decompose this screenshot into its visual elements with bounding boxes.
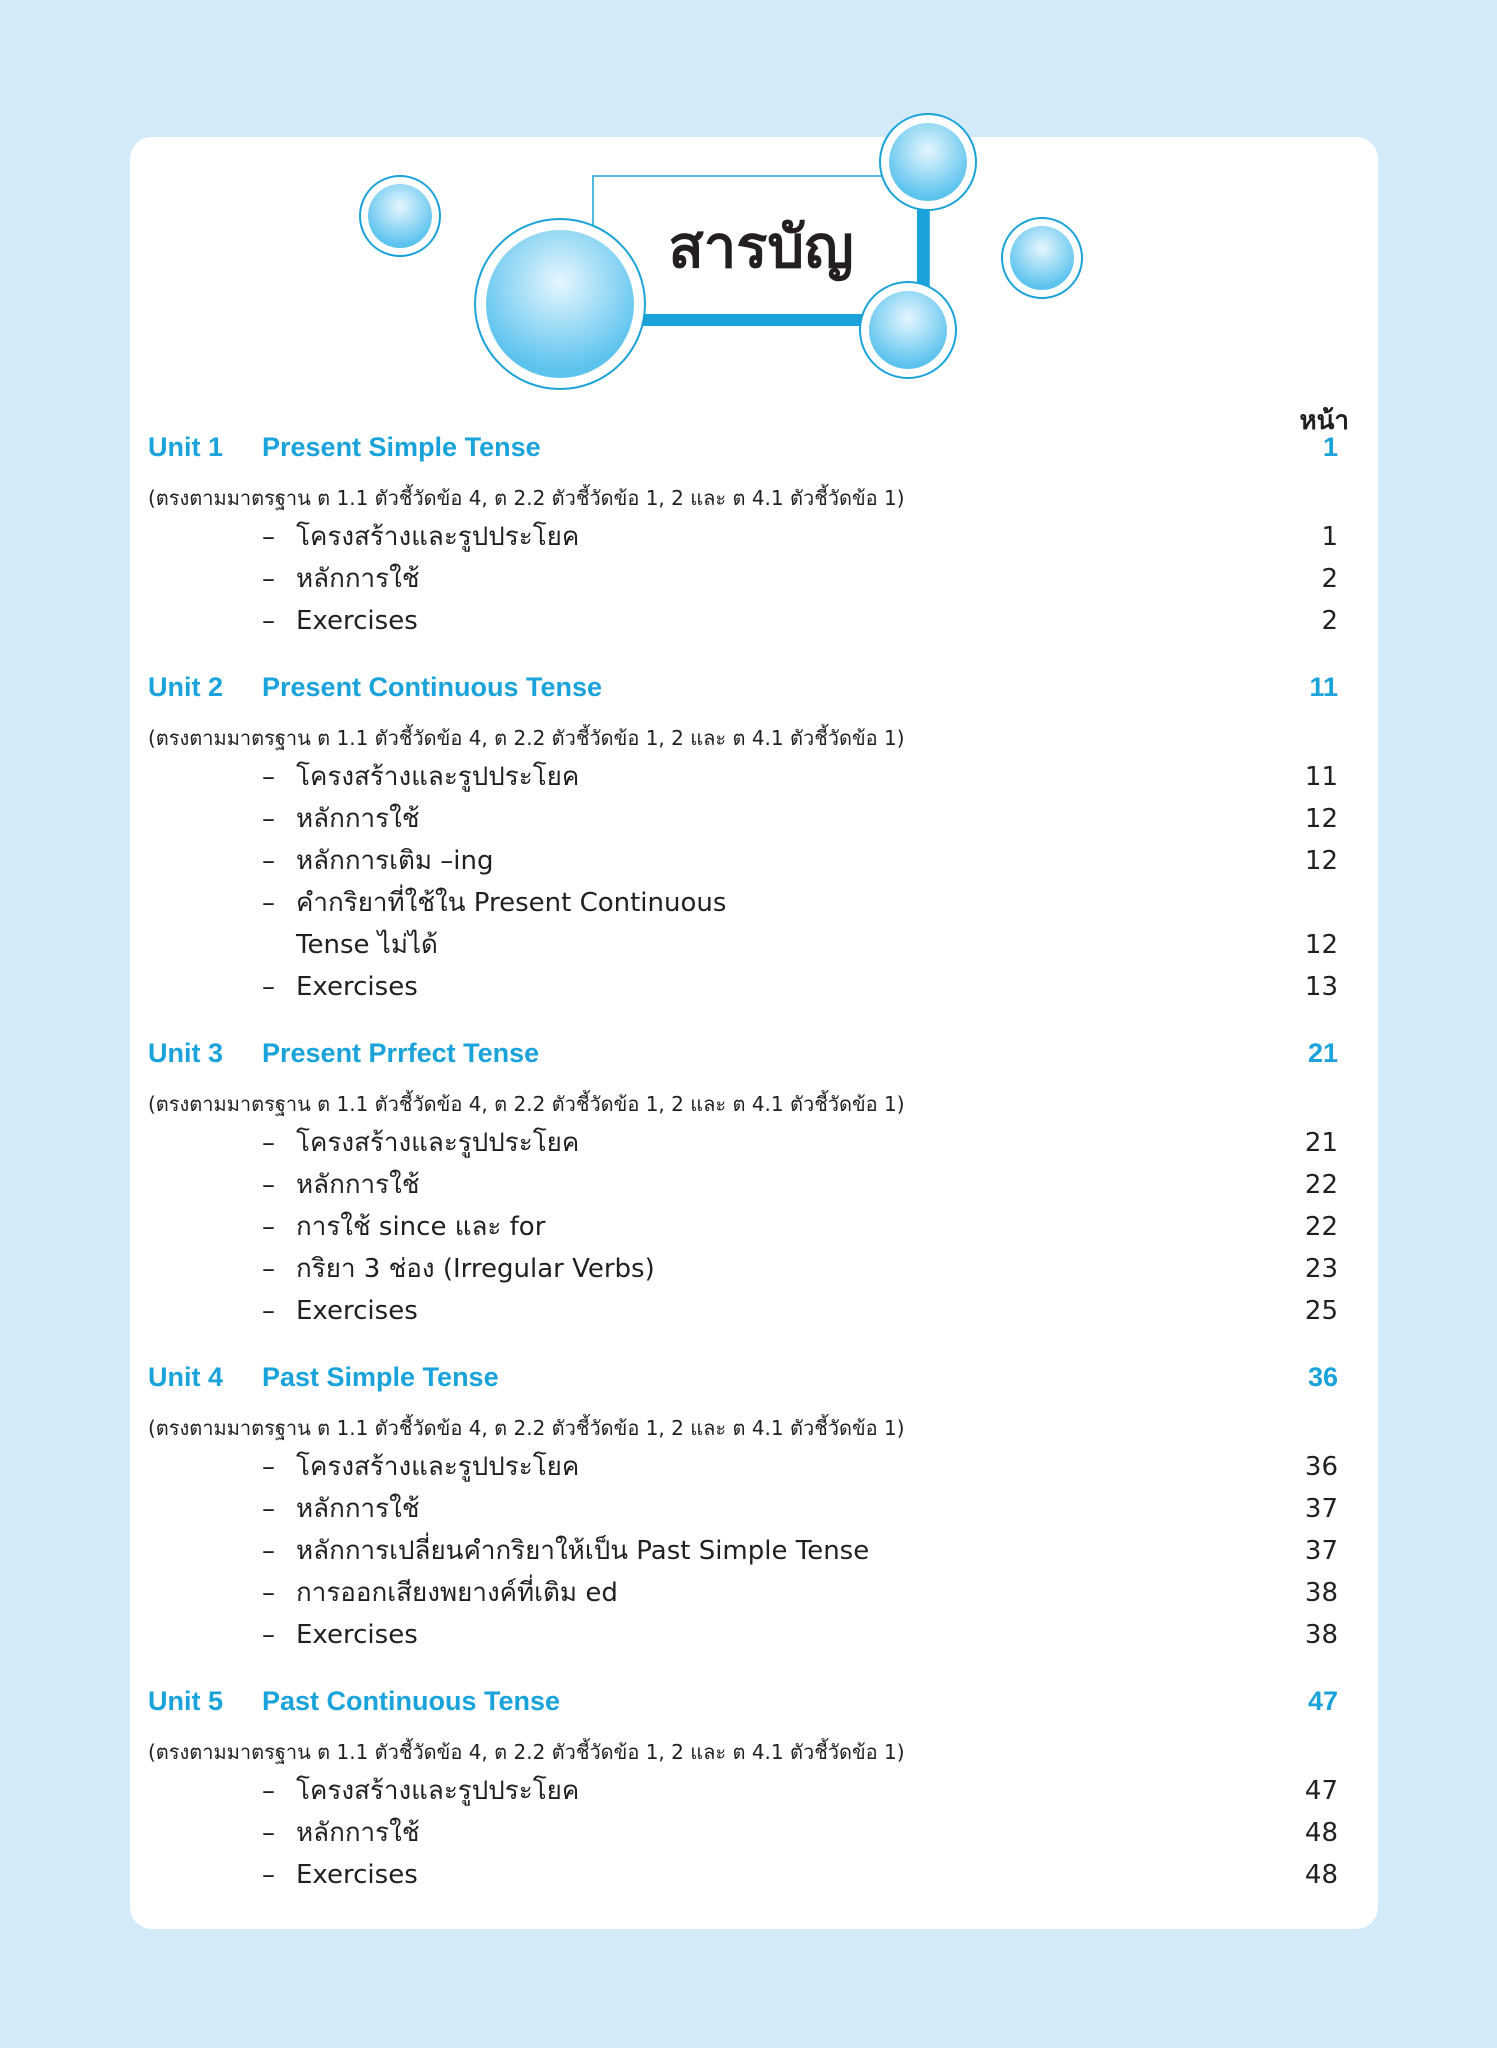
bullet-dash: – [262,1620,275,1650]
toc-item[interactable] [148,516,1338,558]
toc-item[interactable] [148,1770,1338,1812]
toc-item-label: Exercises [296,1860,418,1890]
toc-item-page: 48 [1304,1818,1338,1848]
toc-item-label: โครงสร้างและรูปประโยค [296,1776,580,1806]
toc-item-page: 13 [1304,972,1338,1002]
bullet-dash: – [262,522,275,552]
bullet-dash: – [262,1494,275,1524]
bullet-dash: – [262,762,275,792]
toc-item-label: หลักการเติม –ing [296,846,494,876]
toc-item-page: 12 [1304,846,1338,876]
toc-item-label: หลักการใช้ [296,1170,420,1200]
toc-item[interactable] [148,966,1338,1008]
toc-item-page: 38 [1304,1620,1338,1650]
bullet-dash: – [262,1170,275,1200]
bullet-dash: – [262,972,275,1002]
page-title: สารบัญ [668,212,854,281]
page-column-label: หน้า [1299,406,1349,436]
unit-heading[interactable] [148,1686,1338,1734]
toc-item-label: กริยา 3 ช่อง (Irregular Verbs) [296,1254,655,1284]
toc-item-page: 36 [1304,1452,1338,1482]
unit-page-number: 11 [1309,672,1338,702]
unit-heading[interactable] [148,1362,1338,1410]
toc-unit [148,1362,1338,1656]
bubble-icon [360,176,440,256]
toc-unit [148,1038,1338,1332]
unit-standard-note: (ตรงตามมาตรฐาน ต 1.1 ตัวชี้วัดข้อ 4, ต 2.2 ตัวชี้วัดข้อ 1, 2 และ ต 4.1 ตัวชี้วัดข้อ 1) [148,1092,905,1116]
toc-item[interactable] [148,756,1338,798]
bullet-dash: – [262,1578,275,1608]
bullet-dash: – [262,1776,275,1806]
bullet-dash: – [262,888,275,918]
toc-item-label: หลักการใช้ [296,804,420,834]
toc-unit [148,672,1338,1008]
toc-item[interactable] [148,882,1338,924]
toc-item-page: 12 [1304,930,1338,960]
toc-item-page: 48 [1304,1860,1338,1890]
unit-standard-note: (ตรงตามมาตรฐาน ต 1.1 ตัวชี้วัดข้อ 4, ต 2.2 ตัวชี้วัดข้อ 1, 2 และ ต 4.1 ตัวชี้วัดข้อ 1) [148,1416,905,1440]
toc-item-label: หลักการเปลี่ยนคำกริยาให้เป็น Past Simple Tense [296,1536,870,1566]
toc-item-page: 1 [1321,522,1338,552]
toc-item[interactable] [148,1614,1338,1656]
bullet-dash: – [262,1254,275,1284]
toc-item[interactable] [148,1290,1338,1332]
unit-title: Present Simple Tense [262,432,541,462]
toc-item-label: หลักการใช้ [296,1494,420,1524]
toc-item-label: การใช้ since และ for [296,1212,546,1242]
toc-item-page: 47 [1304,1776,1338,1806]
toc-item-page: 2 [1321,564,1338,594]
bullet-dash: – [262,1128,275,1158]
unit-title: Past Simple Tense [262,1362,499,1392]
unit-page-number: 21 [1307,1038,1338,1068]
toc-item[interactable] [148,1572,1338,1614]
toc-item[interactable] [148,1488,1338,1530]
bullet-dash: – [262,1536,275,1566]
toc-item-page: 2 [1321,606,1338,636]
unit-number: Unit 4 [148,1362,224,1392]
unit-number: Unit 1 [148,432,224,462]
unit-standard-note: (ตรงตามมาตรฐาน ต 1.1 ตัวชี้วัดข้อ 4, ต 2.2 ตัวชี้วัดข้อ 1, 2 และ ต 4.1 ตัวชี้วัดข้อ 1) [148,726,905,750]
toc-item[interactable] [148,1854,1338,1896]
toc-item-page: 37 [1304,1494,1338,1524]
toc-item[interactable] [148,798,1338,840]
toc-item-page: 21 [1304,1128,1338,1158]
unit-heading[interactable] [148,672,1338,720]
unit-number: Unit 3 [148,1038,224,1068]
toc-item-label: หลักการใช้ [296,1818,420,1848]
table-of-contents [148,432,1338,1926]
toc-item[interactable] [148,600,1338,642]
toc-item[interactable] [148,840,1338,882]
toc-item-page: 11 [1304,762,1338,792]
bullet-dash: – [262,606,275,636]
toc-item[interactable] [148,1248,1338,1290]
toc-item-page: 22 [1304,1170,1338,1200]
bubble-icon [1002,218,1082,298]
bullet-dash: – [262,564,275,594]
unit-number: Unit 2 [148,672,224,702]
unit-title: Past Continuous Tense [262,1686,561,1716]
unit-heading[interactable] [148,1038,1338,1086]
toc-item-page: 23 [1304,1254,1338,1284]
toc-item-label: การออกเสียงพยางค์ที่เติม ed [296,1578,618,1608]
toc-unit [148,432,1338,642]
toc-item-label: Tense ไม่ได้ [296,930,438,960]
toc-item-label: โครงสร้างและรูปประโยค [296,1128,580,1158]
toc-item-label: โครงสร้างและรูปประโยค [296,1452,580,1482]
toc-item[interactable] [148,1206,1338,1248]
unit-title: Present Continuous Tense [262,672,603,702]
toc-item-label: Exercises [296,1620,418,1650]
toc-item-label: Exercises [296,1296,418,1326]
toc-unit [148,1686,1338,1896]
bullet-dash: – [262,846,275,876]
bullet-dash: – [262,1212,275,1242]
bullet-dash: – [262,1296,275,1326]
bullet-dash: – [262,804,275,834]
toc-item-page: 37 [1304,1536,1338,1566]
toc-item-label: Exercises [296,606,418,636]
toc-item-page: 12 [1304,804,1338,834]
toc-item-label: คำกริยาที่ใช้ใน Present Continuous [296,888,727,918]
unit-page-number: 47 [1307,1686,1338,1716]
toc-item-page: 38 [1304,1578,1338,1608]
unit-page-number: 1 [1322,432,1338,462]
unit-title: Present Prrfect Tense [262,1038,540,1068]
toc-item[interactable] [148,924,1338,966]
toc-item[interactable] [148,1164,1338,1206]
bullet-dash: – [262,1452,275,1482]
bullet-dash: – [262,1818,275,1848]
unit-page-number: 36 [1307,1362,1338,1392]
toc-item[interactable] [148,1530,1338,1572]
unit-standard-note: (ตรงตามมาตรฐาน ต 1.1 ตัวชี้วัดข้อ 4, ต 2.2 ตัวชี้วัดข้อ 1, 2 และ ต 4.1 ตัวชี้วัดข้อ 1) [148,1740,905,1764]
toc-item-label: หลักการใช้ [296,564,420,594]
unit-heading[interactable] [148,432,1338,480]
toc-item[interactable] [148,1812,1338,1854]
toc-item-label: โครงสร้างและรูปประโยค [296,762,580,792]
bullet-dash: – [262,1860,275,1890]
toc-item[interactable] [148,558,1338,600]
toc-item-page: 22 [1304,1212,1338,1242]
unit-standard-note: (ตรงตามมาตรฐาน ต 1.1 ตัวชี้วัดข้อ 4, ต 2.2 ตัวชี้วัดข้อ 1, 2 และ ต 4.1 ตัวชี้วัดข้อ 1) [148,486,905,510]
toc-item[interactable] [148,1446,1338,1488]
toc-item-label: โครงสร้างและรูปประโยค [296,522,580,552]
unit-number: Unit 5 [148,1686,224,1716]
toc-item[interactable] [148,1122,1338,1164]
toc-item-page: 25 [1304,1296,1338,1326]
toc-item-label: Exercises [296,972,418,1002]
